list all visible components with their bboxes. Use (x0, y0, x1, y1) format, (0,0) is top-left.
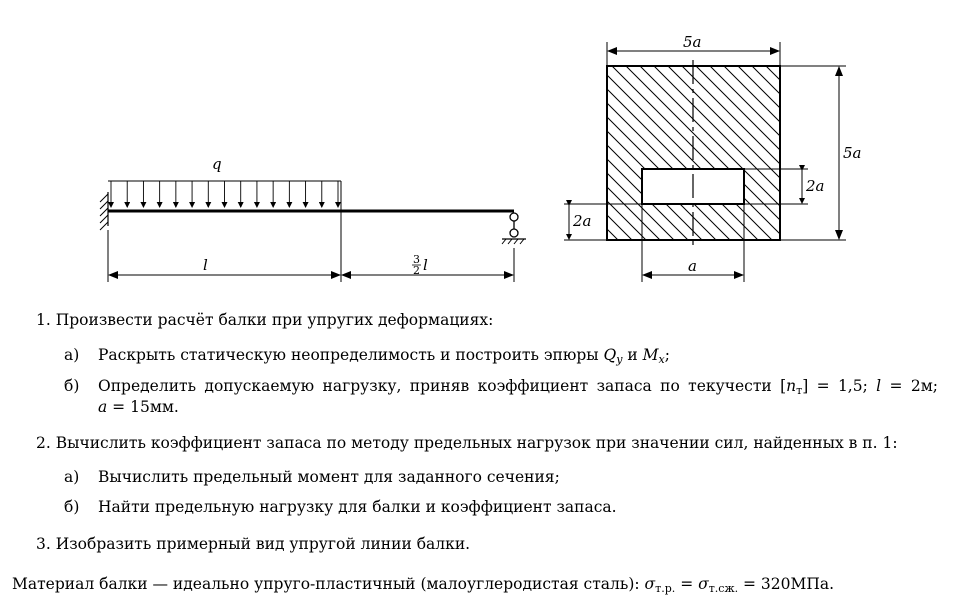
offset-label: 2a (573, 212, 592, 230)
task-2b-marker: б) (64, 498, 80, 516)
load-label: q (212, 155, 222, 173)
material-note: Материал балки — идеально упруго-пластичный (малоуглеродистая сталь): $\sigma_{т.р.} = \sigma_{т.сж.} = 320МПа$. (12, 575, 835, 595)
svg-text:2: 2 (413, 264, 420, 277)
task-1b-marker: б) (64, 377, 80, 395)
task-1a-marker: а) (64, 346, 80, 364)
height-label: 5a (843, 144, 862, 162)
svg-text:3: 3 (413, 253, 420, 266)
task-2a-marker: а) (64, 468, 80, 486)
svg-text:l: l (423, 256, 428, 274)
task-1: 1. Произвести расчёт балки при упругих деформациях: (36, 311, 494, 329)
span1-label: l (203, 256, 208, 274)
task-2b: Найти предельную нагрузку для балки и коэффициент запаса. (98, 498, 617, 516)
task-1b-line1: Определить допускаемую нагрузку, приняв коэффициент запаса по текучести $[n_т] = 1,5$; l = 2м; (98, 377, 938, 397)
task-1a: Раскрыть статическую неопределимость и построить эпюры $Q_y$ и $M_x$; (98, 346, 670, 366)
width-label: 5a (683, 33, 702, 51)
hole-height-label: 2a (806, 177, 825, 195)
task-1b-line2: a = 15мм. (98, 398, 179, 416)
task-2a: Вычислить предельный момент для заданного сечения; (98, 468, 560, 486)
hole-width-label: a (688, 257, 697, 275)
task-2: 2. Вычислить коэффициент запаса по методу предельных нагрузок при значении сил, найденных в п. 1: (36, 434, 898, 452)
task-3: 3. Изобразить примерный вид упругой линии балки. (36, 535, 471, 553)
